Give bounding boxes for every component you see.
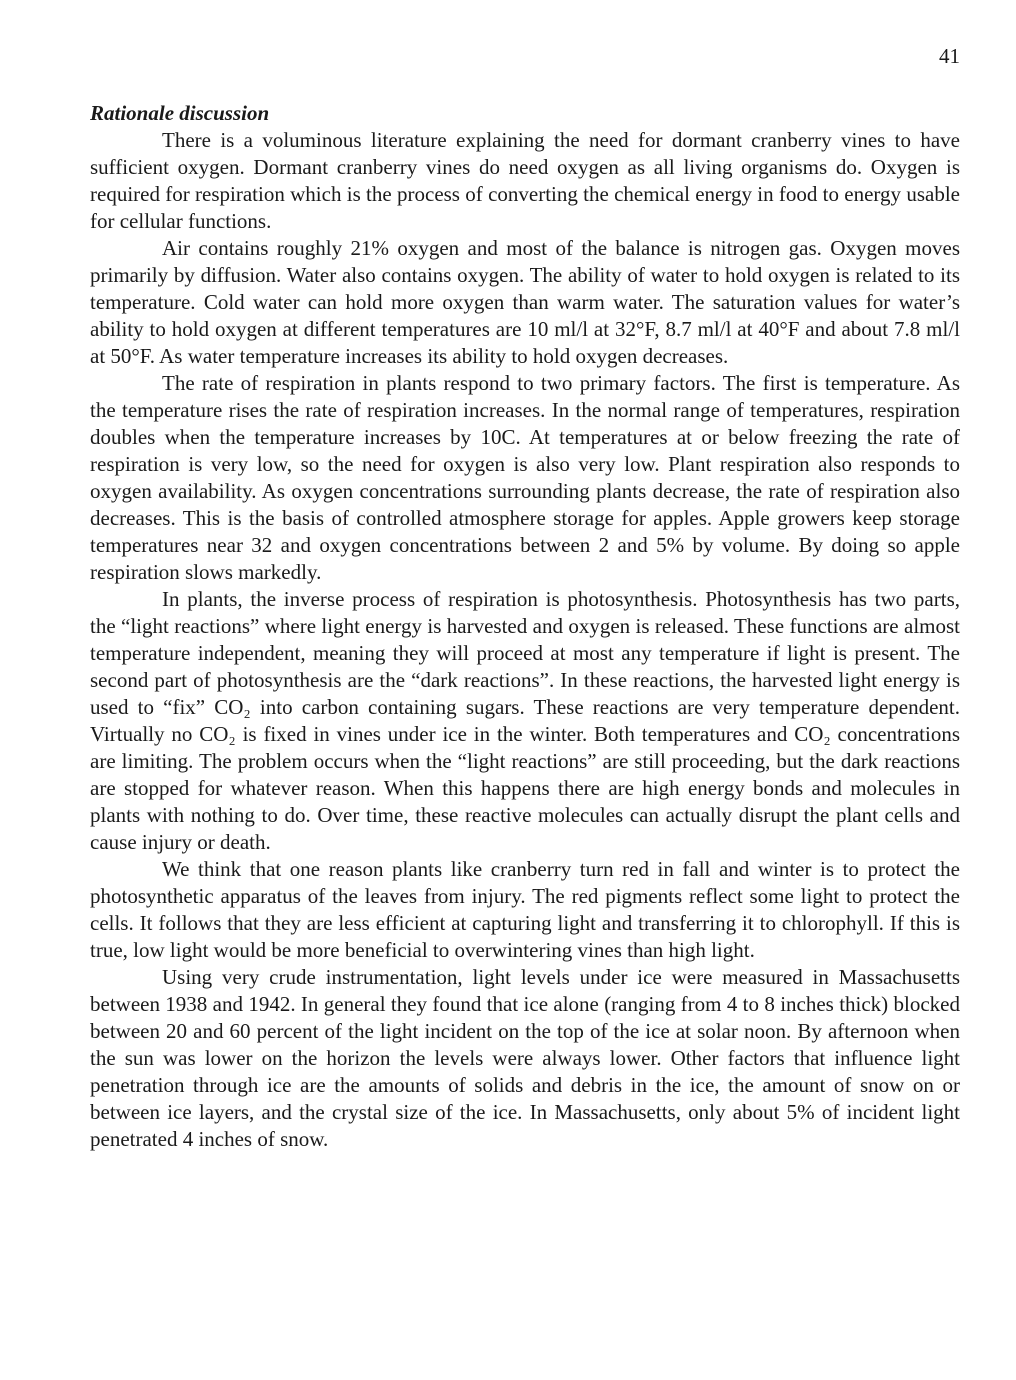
section-heading: Rationale discussion	[90, 101, 270, 125]
page-number: 41	[939, 44, 960, 68]
paragraph-oxygen-water: Air contains roughly 21% oxygen and most of the balance is nitrogen gas. Oxygen moves primarily by diffusion. Water also contains oxygen. The ability of water to hold oxygen is related to its temperature. Cold water can hold more oxygen than warm water. The saturation values for water’s ability to hold oxygen at different temperatures are 10 ml/l at 32°F, 8.7 ml/l at 40°F and about 7.8 ml/l at 50°F. As water temperature increases its ability to hold oxygen decreases.	[90, 236, 960, 368]
document-body	[90, 100, 960, 1153]
paragraph-oxygen-need: There is a voluminous literature explaining the need for dormant cranberry vines to have sufficient oxygen. Dormant cranberry vines do need oxygen as all living organisms do. Oxygen is required for respiration which is the process of converting the chemical energy in food to energy usable for cellular functions.	[90, 128, 960, 233]
paragraph-red-pigments: We think that one reason plants like cranberry turn red in fall and winter is to protect the photosynthetic apparatus of the leaves from injury. The red pigments reflect some light to protect the cells. It follows that they are less efficient at capturing light and transferring it to chlorophyll. If this is true, low light would be more beneficial to overwintering vines than high light.	[90, 857, 960, 962]
paragraph-photosynthesis: In plants, the inverse process of respiration is photosynthesis. Photosynthesis has two parts, the “light reactions” where light energy is harvested and oxygen is released. These functions are almost temperature independent, meaning they will proceed at most any temperature if light is present. The second part of photosynthesis are the “dark reactions”. In these reactions, the harvested light energy is used to “fix” CO₂ into carbon containing sugars. These reactions are very temperature dependent. Virtually no CO₂ is fixed in vines under ice in the winter. Both temperatures and CO₂ concentrations are limiting. The problem occurs when the “light reactions” are still proceeding, but the dark reactions are stopped for whatever reason. When this happens there are high energy bonds and molecules in plants with nothing to do. Over time, these reactive molecules can actually disrupt the plant cells and cause injury or death.	[90, 587, 960, 854]
paragraph-respiration-rate: The rate of respiration in plants respond to two primary factors. The first is temperature. As the temperature rises the rate of respiration increases. In the normal range of temperatures, respiration doubles when the temperature increases by 10C. At temperatures at or below freezing the rate of respiration is very low, so the need for oxygen is also very low. Plant respiration also responds to oxygen availability. As oxygen concentrations surrounding plants decrease, the rate of respiration also decreases. This is the basis of controlled atmosphere storage for apples. Apple growers keep storage temperatures near 32 and oxygen concentrations between 2 and 5% by volume. By doing so apple respiration slows markedly.	[90, 371, 960, 584]
paragraph-light-under-ice: Using very crude instrumentation, light levels under ice were measured in Massachusetts between 1938 and 1942. In general they found that ice alone (ranging from 4 to 8 inches thick) blocked between 20 and 60 percent of the light incident on the top of the ice at solar noon. By afternoon when the sun was lower on the horizon the levels were always lower. Other factors that influence light penetration through ice are the amounts of solids and debris in the ice, the amount of snow on or between ice layers, and the crystal size of the ice. In Massachusetts, only about 5% of incident light penetrated 4 inches of snow.	[90, 965, 960, 1151]
